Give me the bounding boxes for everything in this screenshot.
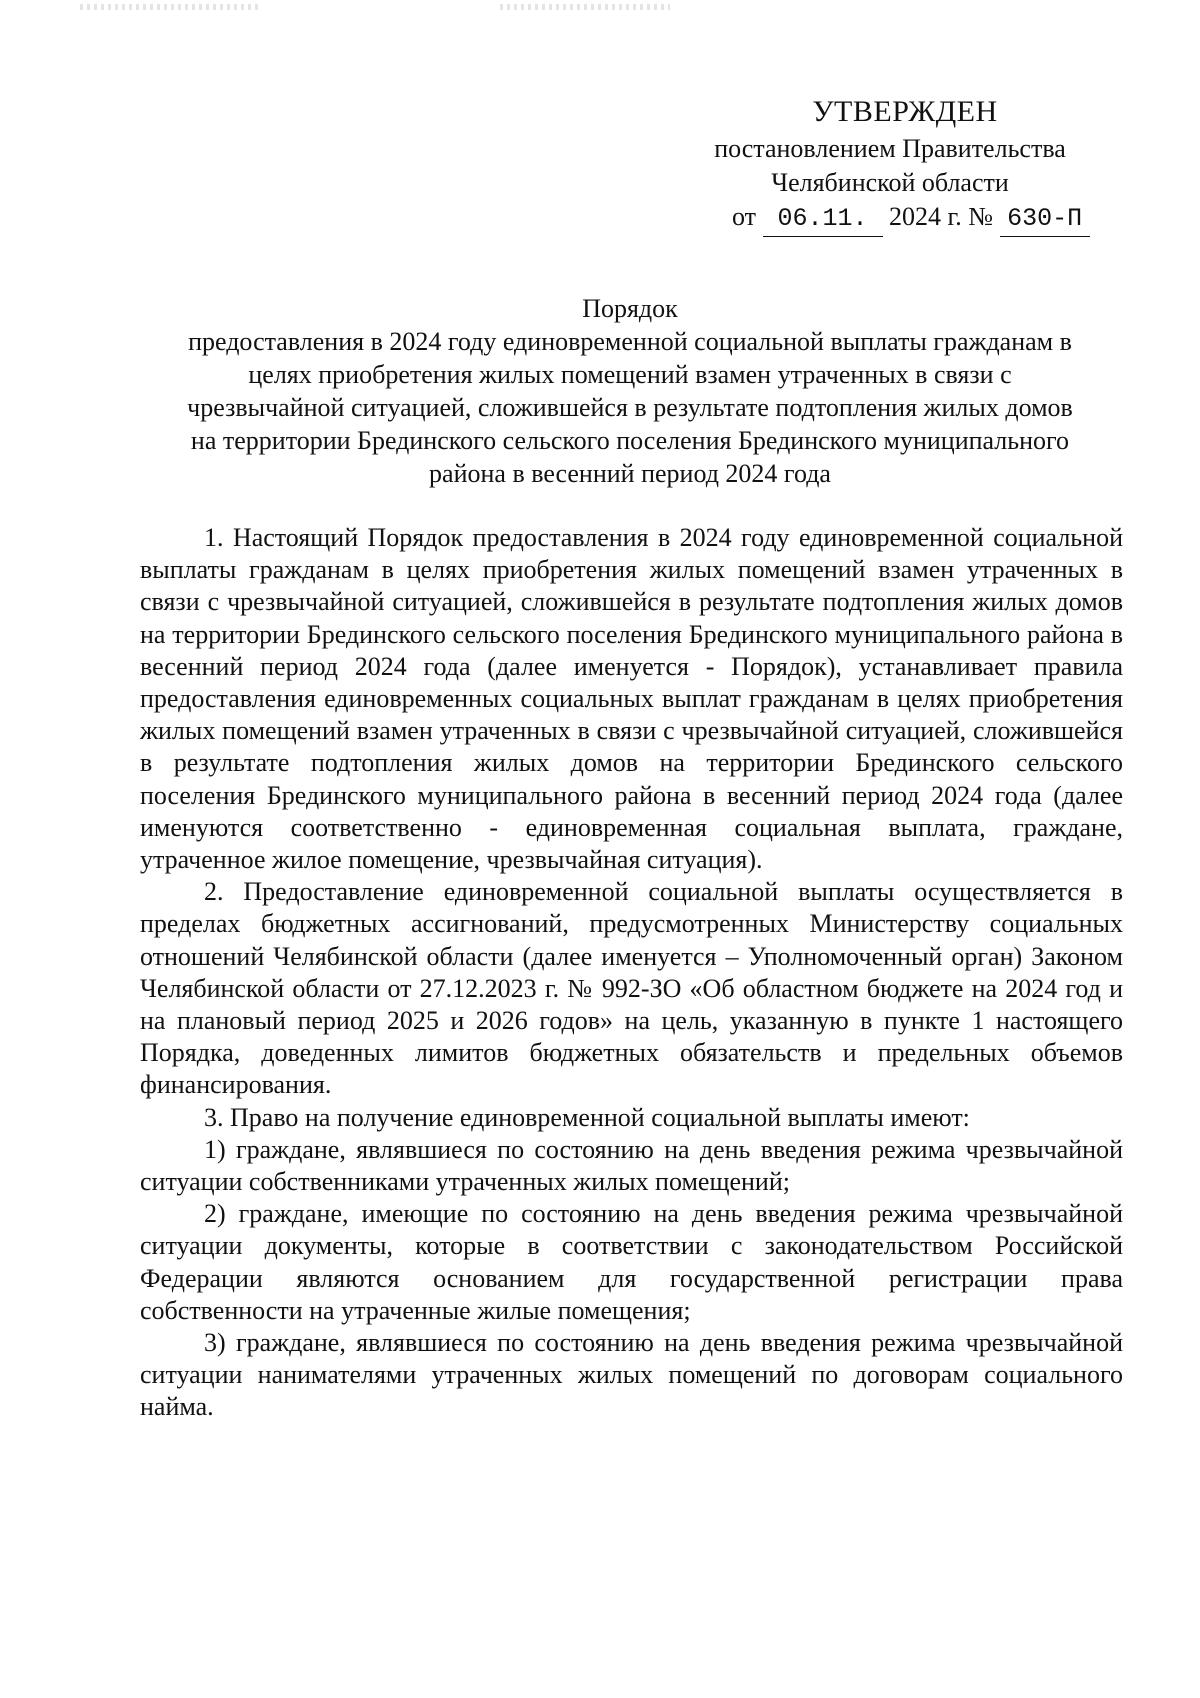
paragraph-3: 3. Право на получение единовременной социальной выплаты имеют:	[204, 1102, 970, 1132]
heading-line: района в весенний период 2024 года	[429, 459, 831, 488]
document-heading	[140, 292, 1120, 490]
approval-date-line	[732, 200, 1090, 237]
document-title: Порядок	[582, 294, 678, 323]
paragraph-1: 1. Настоящий Порядок предоставления в 2024 году единовременной социальной выплаты гражданам в целях приобретения жилых помещений взамен утраченных в связи с чрезвычайной ситуацией, сложившейся в результате подтопления жилых домов на территории Брединского сельского поселения Брединского муниципального района в весенний период 2024 года (далее именуется - Порядок), устанавливает правила предоставления единовременных социальных выплат гражданам в целях приобретения жилых помещений взамен утраченных в связи с чрезвычайной ситуацией, сложившейся в результате подтопления жилых домов на территории Брединского сельского поселения Брединского муниципального района в весенний период 2024 года (далее именуются соответственно - единовременная социальная выплата, граждане, утраченное жилое помещение, чрезвычайная ситуация).	[140, 523, 1123, 875]
heading-line: предоставления в 2024 году единовременной социальной выплаты гражданам в	[188, 327, 1072, 356]
list-item-1: 1) граждане, являвшиеся по состоянию на день введения режима чрезвычайной ситуации собственниками утраченных жилых помещений;	[140, 1134, 1123, 1197]
decree-year: 2024 г. №	[889, 202, 994, 231]
decree-date: 06.11.	[763, 202, 883, 237]
scan-artifact	[80, 4, 260, 10]
document-body	[140, 522, 1123, 1424]
heading-line: чрезвычайной ситуацией, сложившейся в результате подтопления жилых домов	[187, 393, 1073, 422]
date-prefix: от	[732, 202, 757, 231]
approval-title: УТВЕРЖДЕН	[812, 95, 998, 128]
heading-line: на территории Брединского сельского поселения Брединского муниципального	[190, 426, 1070, 455]
list-item-2: 2) граждане, имеющие по состоянию на день введения режима чрезвычайной ситуации документы, которые в соответствии с законодательством Российской Федерации являются основанием для государственной регистрации права собственности на утраченные жилые помещения;	[140, 1199, 1123, 1325]
approval-stamp-block	[640, 92, 1140, 200]
heading-line: целях приобретения жилых помещений взамен утраченных в связи с	[248, 360, 1012, 389]
decree-number: 630-П	[1000, 202, 1090, 237]
approval-region-line: Челябинской области	[771, 168, 1009, 197]
list-item-3: 3) граждане, являвшиеся по состоянию на день введения режима чрезвычайной ситуации нанимателями утраченных жилых помещений по договорам социального найма.	[140, 1328, 1123, 1422]
approval-issuer-line: постановлением Правительства	[714, 134, 1066, 163]
paragraph-2: 2. Предоставление единовременной социальной выплаты осуществляется в пределах бюджетных ассигнований, предусмотренных Министерству социальных отношений Челябинской области (далее именуется – Уполномоченный орган) Законом Челябинской области от 27.12.2023 г. № 992-ЗО «Об областном бюджете на 2024 год и на плановый период 2025 и 2026 годов» на цель, указанную в пункте 1 настоящего Порядка, доведенных лимитов бюджетных обязательств и предельных объемов финансирования.	[140, 877, 1123, 1100]
scan-artifact	[500, 4, 670, 10]
